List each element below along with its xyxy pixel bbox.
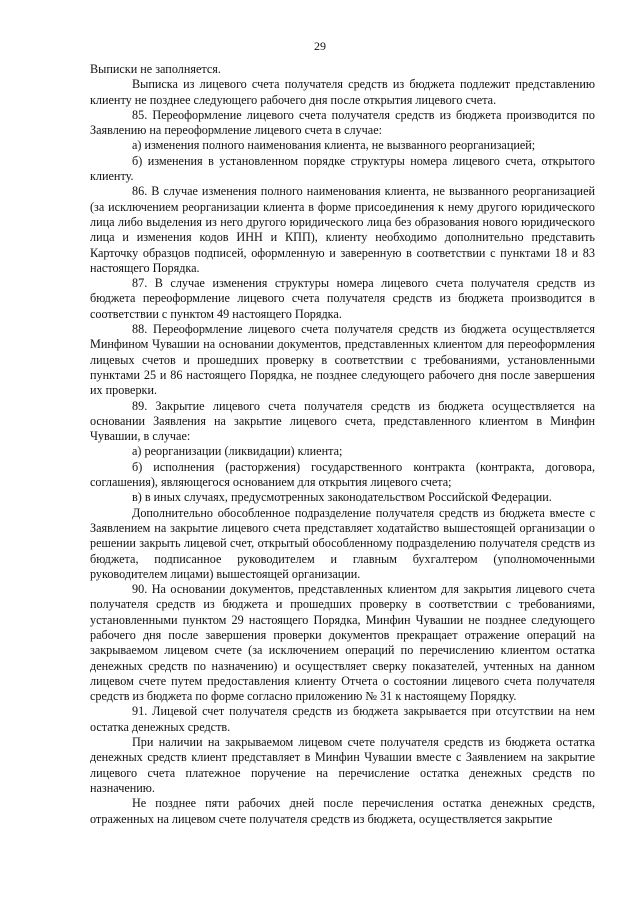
paragraph: Не позднее пяти рабочих дней после перечисления остатка денежных средств, отраженных на лицевом счете получателя средств из бюджета, осуществляется закрытие (90, 796, 595, 826)
paragraph: 90. На основании документов, представленных клиентом для закрытия лицевого счета получателя средств из бюджета и прошедших проверку в соответствии с требованиями, установленными пунктом 29 настоящего Порядка, Минфин Чувашии не позднее следующего рабочего дня после завершения проверки документов прекращает отражение операций на закрываемом лицевом счете (за исключением операций по перечислению клиентом остатка денежных средств по назначению) и осуществляет сверку показателей, учтенных на данном лицевом счете путем предоставления клиенту Отчета о состоянии лицевого счета получателя средств из бюджета по форме согласно приложению № 31 к настоящему Порядку. (90, 582, 595, 704)
paragraph: в) в иных случаях, предусмотренных законодательством Российской Федерации. (132, 490, 552, 505)
paragraph: б) изменения в установленном порядке структуры номера лицевого счета, открытого клиенту. (90, 153, 595, 184)
paragraph: Выписки не заполняется. (90, 62, 221, 76)
paragraph: Дополнительно обособленное подразделение получателя средств из бюджета вместе с Заявлением на закрытие лицевого счета представляет ходатайство вышестоящей организации о решении закрыть лицевой счет, открытый обособленному подразделению получателя средств из бюджета, подписанное руководителем и главным бухгалтером (уполномоченными руководителем лицами) вышестоящей организации. (90, 505, 595, 581)
paragraph: При наличии на закрываемом лицевом счете получателя средств из бюджета остатка денежных средств клиент представляет в Минфин Чувашии вместе с Заявлением на закрытие лицевого счета платежное поручение на перечисление остатка денежных средств по назначению. (90, 735, 595, 795)
paragraph: а) изменения полного наименования клиента, не вызванного реорганизацией; (132, 138, 536, 153)
document-body (90, 62, 595, 827)
paragraph: 88. Переоформление лицевого счета получателя средств из бюджета осуществляется Минфином Чувашии на основании документов, представленных клиентом для переоформления лицевых счетов и прошедших проверку в соответствии с требованиями, установленными пунктами 25 и 86 настоящего Порядка, не позднее следующего рабочего дня после завершения их проверки. (90, 322, 595, 398)
paragraph: 86. В случае изменения полного наименования клиента, не вызванного реорганизацией (за исключением реорганизации клиента в форме присоединения к нему другого юридического лица либо выделения из него другого юридического лица без образования нового юридического лица и изменения кодов ИНН и КПП), клиенту необходимо дополнительно представить Карточку образцов подписей, оформленную и заверенную в соответствии с пунктами 18 и 83 настоящего Порядка. (90, 184, 595, 275)
paragraph: б) исполнения (расторжения) государственного контракта (контракта, договора, соглашения), являющегося основанием для открытия лицевого счета; (90, 459, 595, 490)
paragraph: 85. Переоформление лицевого счета получателя средств из бюджета производится по Заявлению на переоформление лицевого счета в случае: (90, 107, 595, 138)
paragraph: 89. Закрытие лицевого счета получателя средств из бюджета осуществляется на основании Заявления на закрытие лицевого счета, представленного клиентом в Минфин Чувашии, в случае: (90, 398, 595, 444)
paragraph: 91. Лицевой счет получателя средств из бюджета закрывается при отсутствии на нем остатка денежных средств. (90, 704, 595, 734)
paragraph: Выписка из лицевого счета получателя средств из бюджета подлежит представлению клиенту не позднее следующего рабочего дня после открытия лицевого счета. (90, 77, 595, 107)
page-number: 29 (314, 39, 326, 53)
paragraph: а) реорганизации (ликвидации) клиента; (132, 444, 343, 459)
paragraph: 87. В случае изменения структуры номера лицевого счета получателя средств из бюджета переоформление лицевого счета получателя средств из бюджета производится в соответствии с пунктом 49 настоящего Порядка. (90, 276, 595, 321)
